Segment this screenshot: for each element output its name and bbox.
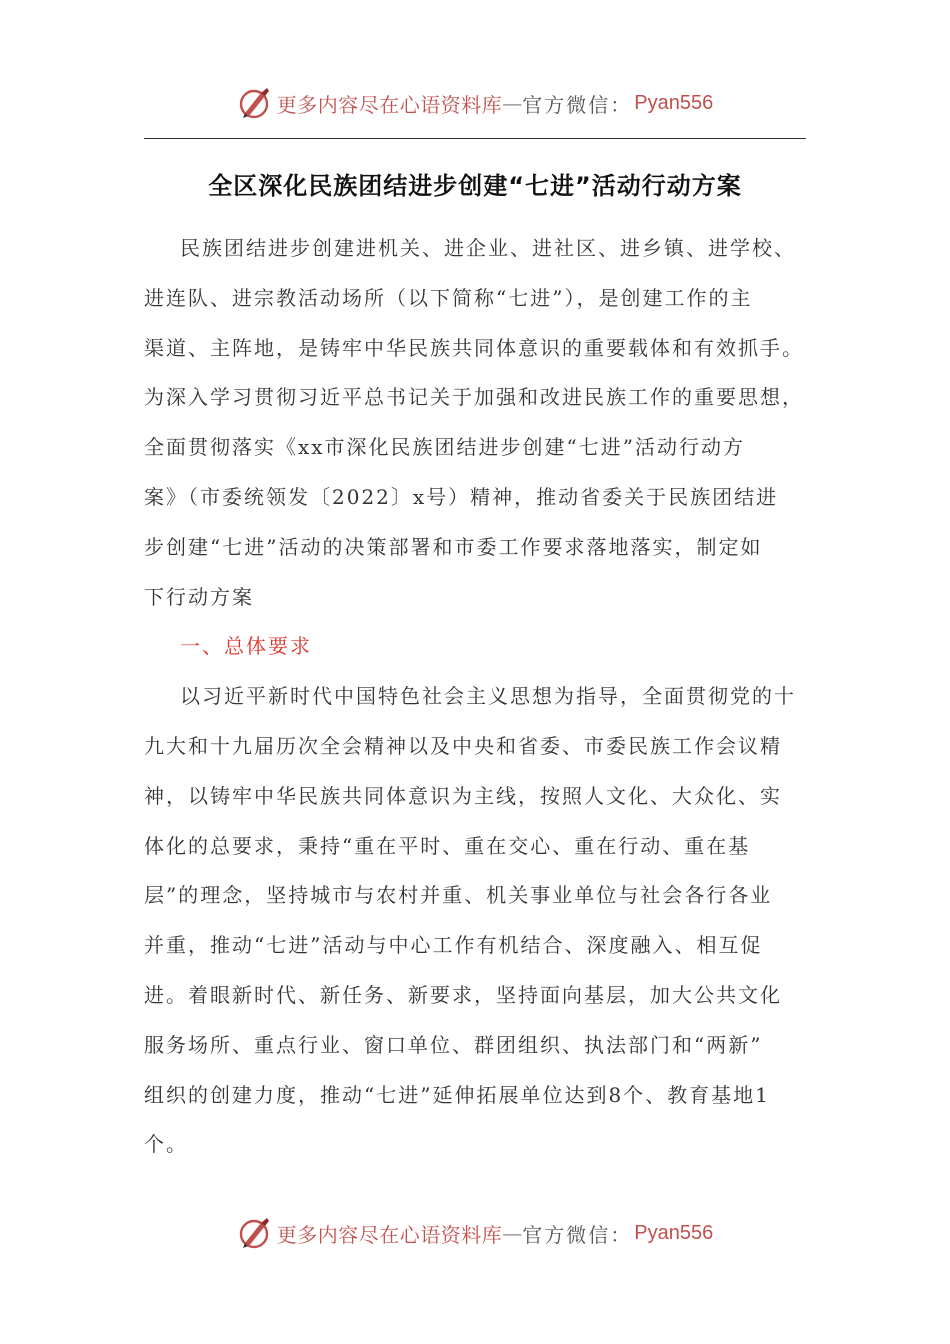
footer-brand-text: 更多内容尽在心语资料库: [276, 1222, 503, 1247]
paragraph-line: 并重，推动“七进”活动与中心工作有机结合、深度融入、相互促: [144, 933, 763, 958]
paragraph-line: 组织的创建力度，推动“七进”延伸拓展单位达到8个、教育基地1: [144, 1082, 770, 1107]
header-banner: [0, 80, 950, 126]
header-wechat-id: Pyan556: [634, 91, 714, 114]
document-title: 全区深化民族团结进步创建“七进”活动行动方案: [208, 172, 742, 200]
paragraph-line: 下行动方案: [144, 584, 254, 609]
paragraph-line: 体化的总要求，秉持“重在平时、重在交心、重在行动、重在基: [144, 833, 751, 858]
header-divider: [144, 138, 806, 139]
header-separator: —: [502, 91, 523, 115]
pen-logo-icon: [237, 1215, 273, 1251]
pen-logo-icon: [237, 85, 273, 121]
footer-wechat-id: Pyan556: [634, 1221, 714, 1244]
paragraph-line: 案》（市委统领发〔2022〕x号）精神，推动省委关于民族团结进: [144, 484, 779, 509]
paragraph-line: 九大和十九届历次全会精神以及中央和省委、市委民族工作会议精: [144, 733, 782, 758]
footer-wechat-label: 官方微信：: [522, 1222, 633, 1247]
header-brand-text: 更多内容尽在心语资料库: [276, 92, 503, 117]
paragraph-line: 进。着眼新时代、新任务、新要求，坚持面向基层，加大公共文化: [144, 982, 782, 1007]
footer-banner: [0, 1210, 950, 1256]
header-wechat-label: 官方微信：: [522, 92, 633, 117]
footer-separator: —: [502, 1221, 523, 1245]
paragraph-line: 神，以铸牢中华民族共同体意识为主线，按照人文化、大众化、实: [144, 783, 782, 808]
document-body: [144, 224, 806, 1170]
paragraph-line: 全面贯彻落实《xx市深化民族团结进步创建“七进”活动行动方: [144, 435, 746, 460]
paragraph-line: 以习近平新时代中国特色社会主义思想为指导，全面贯彻党的十: [180, 684, 796, 709]
paragraph-line: 服务场所、重点行业、窗口单位、群团组织、执法部门和“两新”: [144, 1032, 763, 1057]
paragraph-line: 层”的理念，坚持城市与农村并重、机关事业单位与社会各行各业: [144, 883, 773, 908]
paragraph-line: 民族团结进步创建进机关、进企业、进社区、进乡镇、进学校、: [180, 236, 796, 260]
paragraph-line: 进连队、进宗教活动场所（以下简称“七进”），是创建工作的主: [144, 285, 753, 310]
paragraph-line: 个。: [144, 1132, 188, 1157]
paragraph-line: 渠道、主阵地，是铸牢中华民族共同体意识的重要载体和有效抓手。: [144, 335, 804, 360]
section-heading: 一、总体要求: [180, 634, 312, 659]
paragraph-line: 步创建“七进”活动的决策部署和市委工作要求落地落实，制定如: [144, 534, 763, 559]
paragraph-line: 为深入学习贯彻习近平总书记关于加强和改进民族工作的重要思想，: [144, 385, 804, 410]
